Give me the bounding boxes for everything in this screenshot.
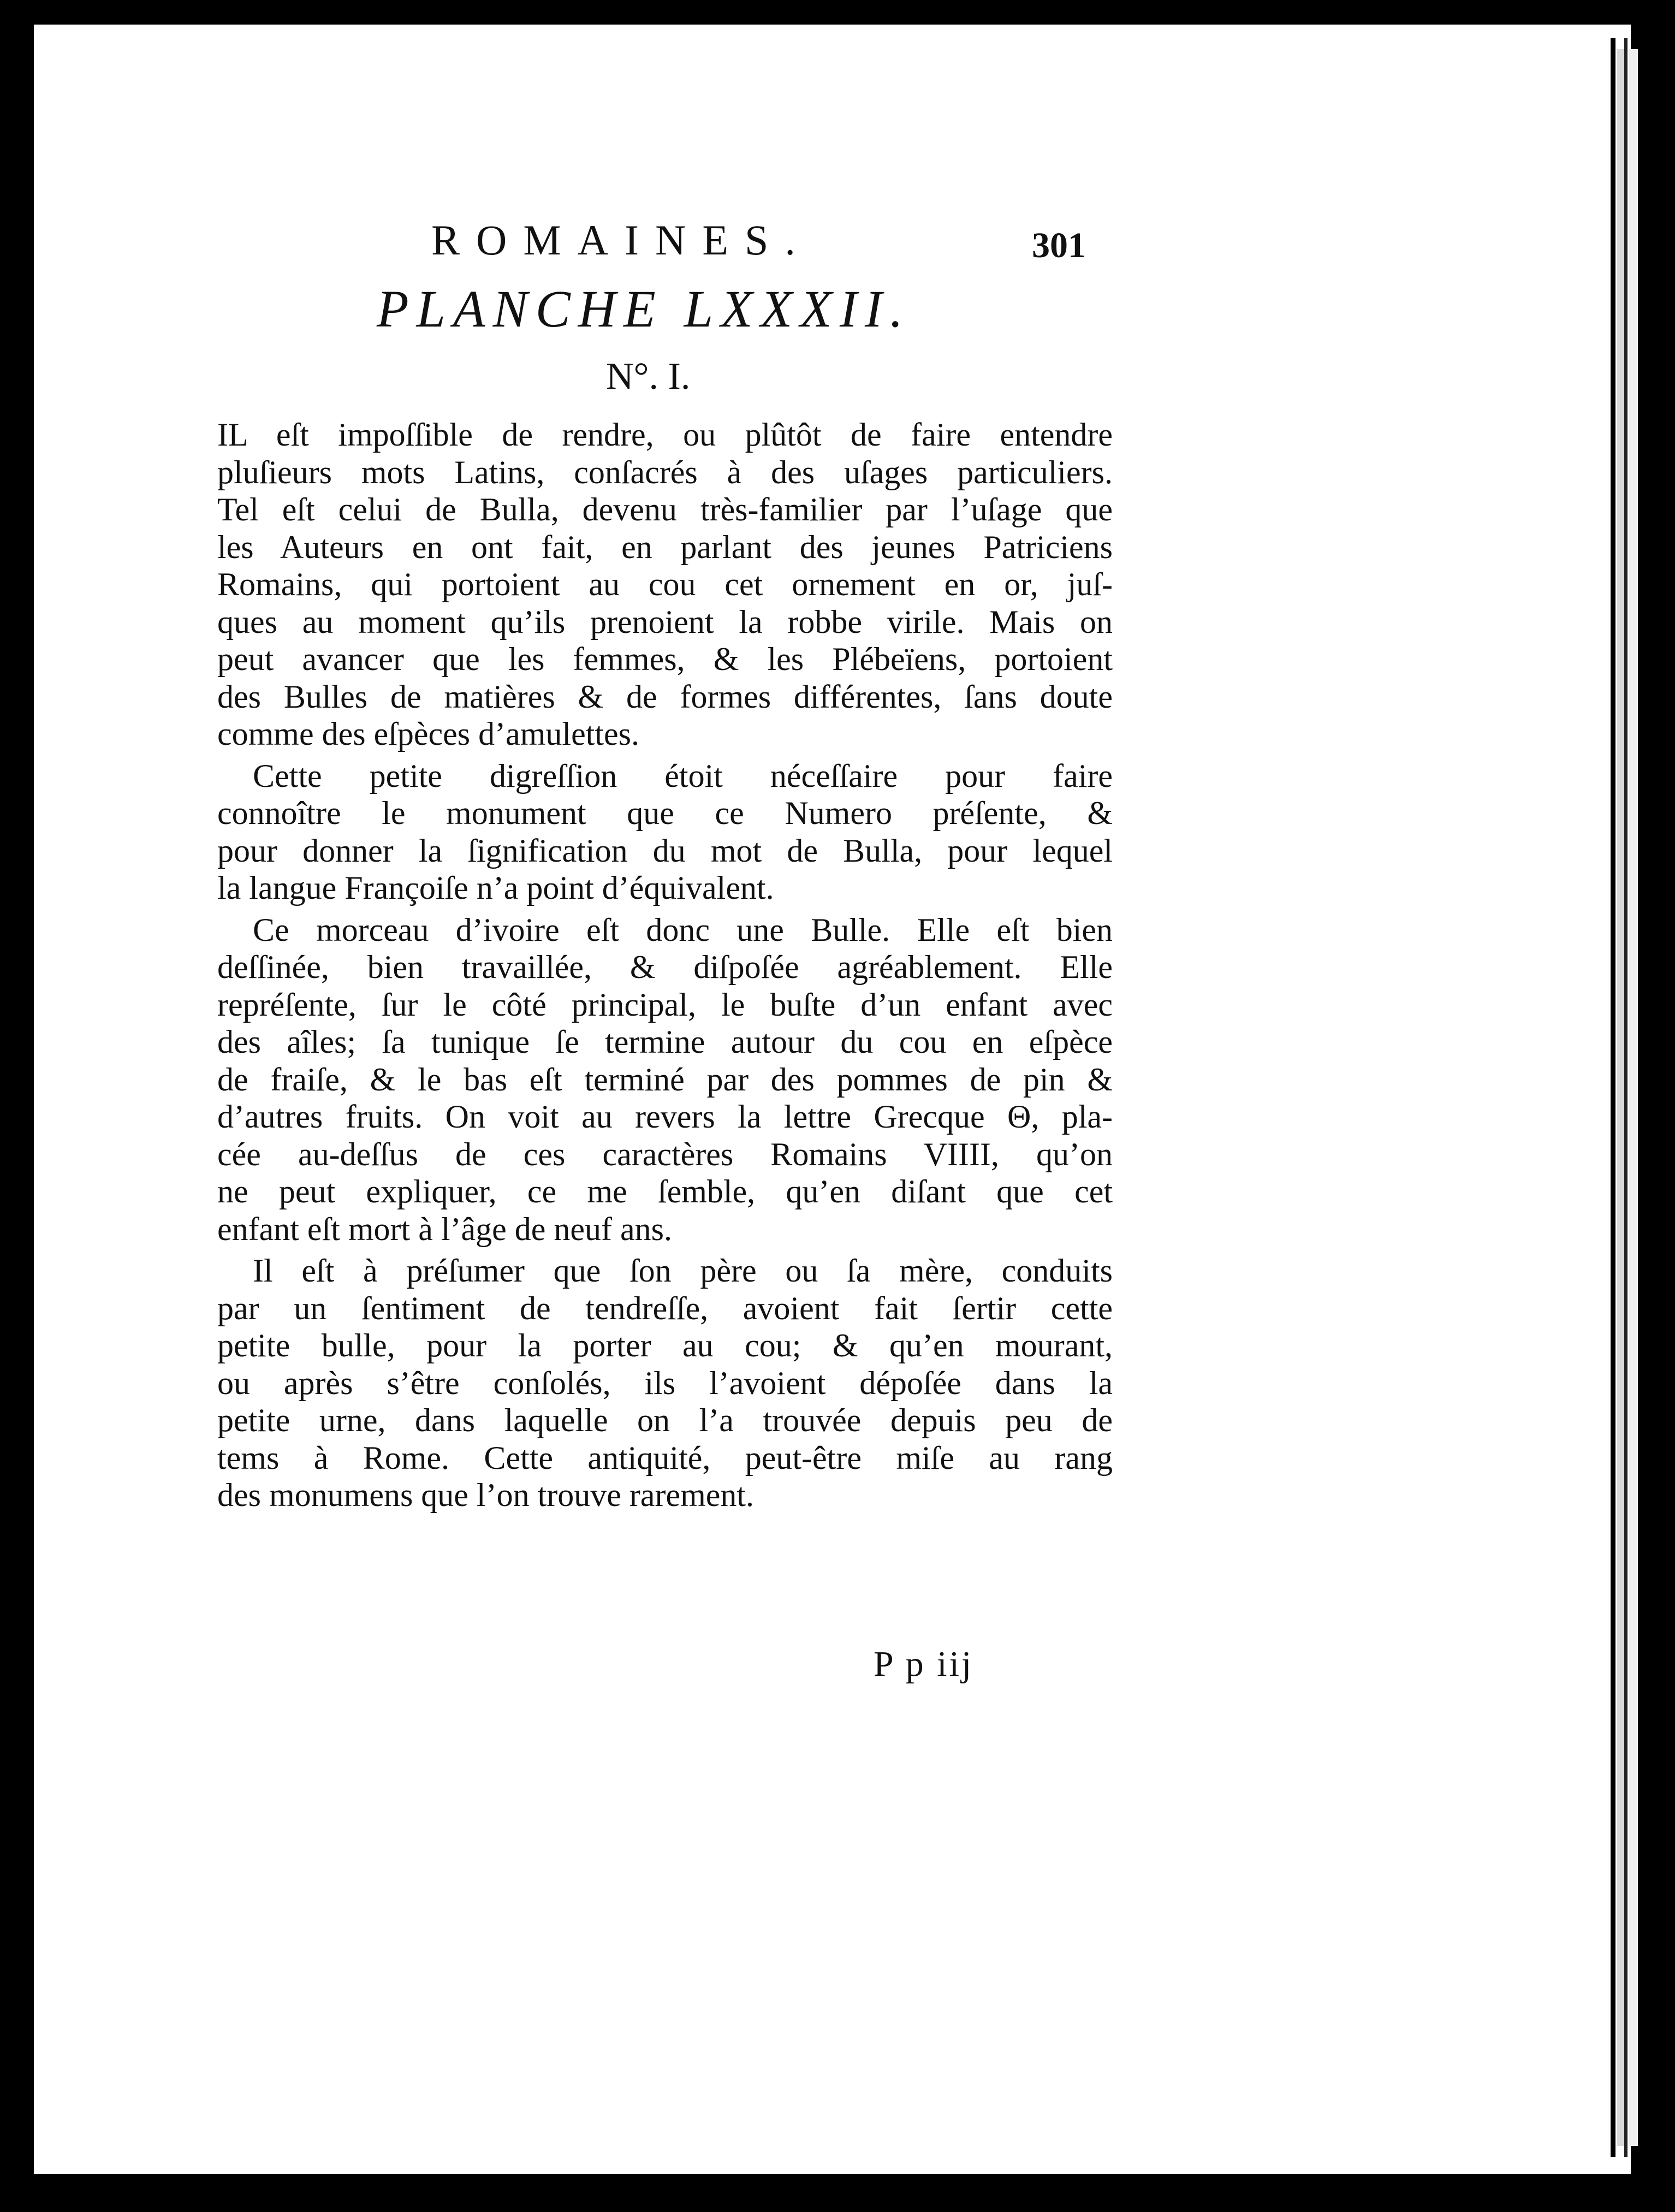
text-line: des aîles; ſa tunique ſe termine autour du cou en eſpèce [217,1024,1113,1060]
text-line: ne peut expliquer, ce me ſemble, qu’en diſant que cet [217,1173,1113,1209]
page-edge-shade [1617,49,1624,2146]
text-line: repréſente, ſur le côté principal, le buſte d’un enfant avec [217,986,1113,1023]
text-line: pour donner la ſignification du mot de Bulla, pour lequel [217,832,1113,869]
text-line: les Auteurs en ont fait, en parlant des jeunes Patriciens [217,529,1113,565]
page-edge-line [1611,38,1615,2157]
text-line: deſſinée, bien travaillée, & diſpoſée agréablement. Elle [217,949,1113,985]
text-line: Cette petite digreſſion étoit néceſſaire pour faire [253,757,1113,794]
text-line: petite bulle, pour la porter au cou; & qu’en mourant, [217,1327,1113,1363]
page-edge-line [1624,38,1628,2157]
text-line: petite urne, dans laquelle on l’a trouvée depuis peu de [217,1402,1113,1438]
text-line: cée au-deſſus de ces caractères Romains VIIII, qu’on [217,1136,1113,1172]
running-head: ROMAINES. [431,216,812,264]
text-line: Romains, qui portoient au cou cet ornement en or, juſ- [217,566,1113,602]
text-line: connoître le monument que ce Numero préſente, & [217,795,1113,831]
plate-title: PLANCHE LXXXII. [377,280,911,338]
page-number: 301 [1032,226,1086,265]
text-line: tems à Rome. Cette antiquité, peut-être miſe au rang [217,1439,1113,1476]
text-line: comme des eſpèces d’amulettes. [217,716,640,752]
text-line: enfant eſt mort à l’âge de neuf ans. [217,1211,672,1247]
text-line: Il eſt à préſumer que ſon père ou ſa mère, conduits [253,1253,1113,1289]
text-line: ou après s’être conſolés, ils l’avoient dépoſée dans la [217,1365,1113,1401]
page-edge-shade [1629,49,1638,2146]
page-edge-line [1639,38,1648,2157]
text-line: des Bulles de matières & de formes différentes, ſans doute [217,678,1113,715]
text-line: des monumens que l’on trouve rarement. [217,1477,755,1513]
text-line: la langue Françoiſe n’a point d’équivalent. [217,870,774,906]
text-line: par un ſentiment de tendreſſe, avoient fait ſertir cette [217,1290,1113,1326]
text-line: Tel eſt celui de Bulla, devenu très-familier par l’uſage que [217,491,1113,527]
text-line: ques au moment qu’ils prenoient la robbe virile. Mais on [217,603,1113,640]
signature-mark: P p iij [874,1644,974,1684]
plate-number: N°. I. [606,355,691,398]
text-line: d’autres fruits. On voit au revers la lettre Grecque Θ, pla- [217,1099,1113,1135]
text-line: IL eſt impoſſible de rendre, ou plûtôt de faire entendre [217,417,1113,453]
text-line: de fraiſe, & le bas eſt terminé par des pommes de pin & [217,1061,1113,1098]
text-line: peut avancer que les femmes, & les Plébeïens, portoient [217,641,1113,677]
text-line: pluſieurs mots Latins, conſacrés à des uſages particuliers. [217,454,1113,490]
body-text [217,416,1113,1514]
text-line: Ce morceau d’ivoire eſt donc une Bulle. Elle eſt bien [253,911,1113,948]
